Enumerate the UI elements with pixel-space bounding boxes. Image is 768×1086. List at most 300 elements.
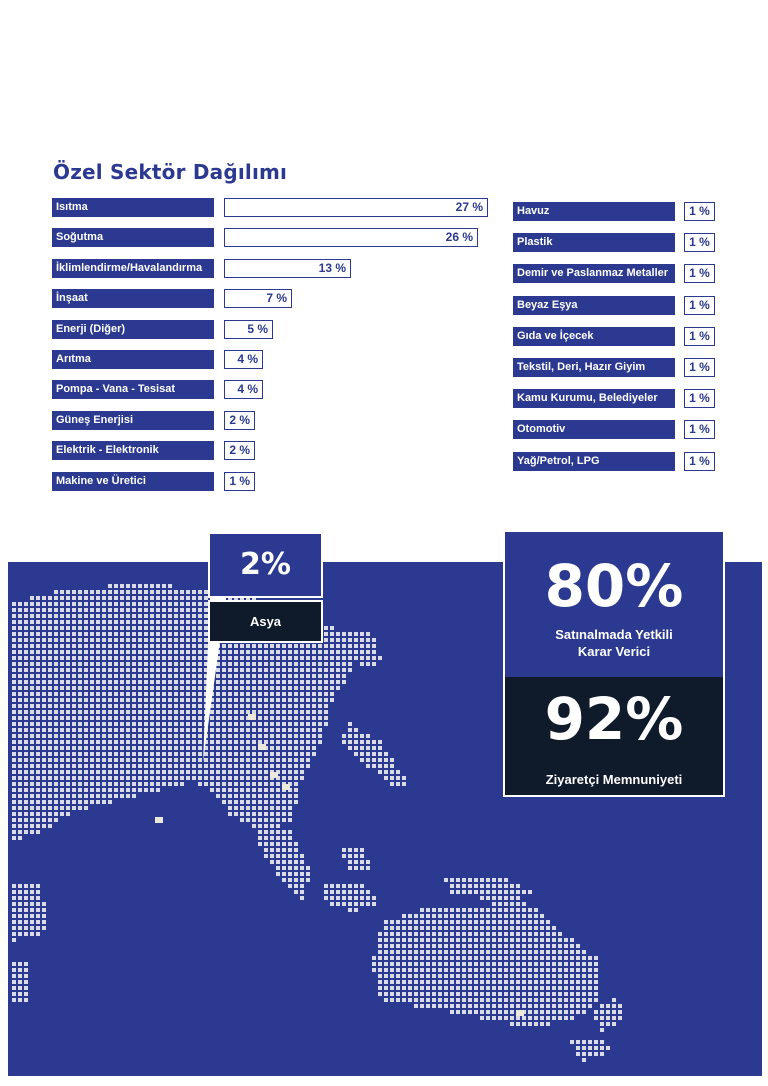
map-dot <box>384 944 388 948</box>
map-dot <box>192 626 196 630</box>
map-dot <box>324 722 328 726</box>
map-dot <box>108 692 112 696</box>
map-dot <box>144 620 148 624</box>
map-dot <box>252 794 256 798</box>
map-dot <box>396 980 400 984</box>
map-dot <box>198 614 202 618</box>
map-dot <box>486 998 490 1002</box>
map-dot <box>84 782 88 786</box>
map-dot <box>378 770 382 774</box>
map-dot <box>90 770 94 774</box>
map-dot <box>54 680 58 684</box>
map-dot <box>66 782 70 786</box>
map-dot <box>54 776 58 780</box>
map-dot <box>516 992 520 996</box>
map-dot <box>204 722 208 726</box>
map-dot <box>18 926 22 930</box>
map-dot <box>90 644 94 648</box>
map-dot <box>48 770 52 774</box>
map-dot <box>450 986 454 990</box>
map-dot <box>120 680 124 684</box>
map-dot <box>450 920 454 924</box>
sector-label: Soğutma <box>52 228 214 247</box>
map-dot <box>552 974 556 978</box>
map-dot <box>462 944 466 948</box>
map-dot <box>282 776 286 780</box>
map-dot <box>300 752 304 756</box>
map-dot <box>498 986 502 990</box>
map-dot <box>456 920 460 924</box>
map-dot <box>414 938 418 942</box>
map-dot <box>288 680 292 684</box>
map-dot <box>558 980 562 984</box>
map-dot <box>318 734 322 738</box>
map-dot <box>222 692 226 696</box>
map-dot <box>234 674 238 678</box>
map-dot <box>144 656 148 660</box>
map-dot <box>132 794 136 798</box>
map-dot <box>30 824 34 828</box>
map-dot <box>24 620 28 624</box>
map-dot <box>222 746 226 750</box>
map-dot <box>108 662 112 666</box>
map-dot <box>24 728 28 732</box>
map-dot <box>252 776 256 780</box>
map-dot <box>96 776 100 780</box>
map-dot <box>420 980 424 984</box>
map-dot <box>234 788 238 792</box>
map-dot <box>36 884 40 888</box>
map-dot <box>408 956 412 960</box>
map-dot <box>192 644 196 648</box>
map-dot <box>546 962 550 966</box>
map-dot <box>126 758 130 762</box>
map-dot <box>240 668 244 672</box>
map-dot <box>96 728 100 732</box>
map-dot <box>120 602 124 606</box>
map-dot <box>30 638 34 642</box>
map-dot <box>54 614 58 618</box>
map-dot <box>324 884 328 888</box>
map-dot <box>162 602 166 606</box>
map-dot <box>432 944 436 948</box>
map-dot <box>48 650 52 654</box>
map-dot <box>354 746 358 750</box>
map-dot <box>60 698 64 702</box>
map-dot <box>204 746 208 750</box>
map-dot <box>174 632 178 636</box>
map-dot <box>264 776 268 780</box>
map-dot <box>354 860 358 864</box>
map-dot <box>90 656 94 660</box>
map-dot <box>192 692 196 696</box>
map-dot <box>504 974 508 978</box>
map-dot <box>66 740 70 744</box>
map-dot <box>546 1004 550 1008</box>
map-dot <box>450 884 454 888</box>
map-dot <box>162 638 166 642</box>
map-dot <box>372 902 376 906</box>
map-dot <box>24 680 28 684</box>
map-dot <box>30 896 34 900</box>
map-dot <box>162 662 166 666</box>
map-dot <box>312 734 316 738</box>
map-dot <box>12 920 16 924</box>
region-name: Asya <box>208 600 323 643</box>
map-dot <box>282 836 286 840</box>
map-dot <box>252 740 256 744</box>
map-dot <box>570 974 574 978</box>
map-dot <box>96 608 100 612</box>
map-dot <box>552 1004 556 1008</box>
map-dot <box>210 746 214 750</box>
map-dot <box>498 1004 502 1008</box>
map-dot <box>486 1010 490 1014</box>
map-dot <box>24 638 28 642</box>
map-dot <box>168 662 172 666</box>
map-dot <box>456 986 460 990</box>
map-dot <box>378 938 382 942</box>
map-dot <box>270 860 274 864</box>
map-dot <box>48 638 52 642</box>
map-dot <box>396 968 400 972</box>
map-dot <box>108 668 112 672</box>
map-dot <box>366 644 370 648</box>
map-dot <box>258 722 262 726</box>
sector-label: Enerji (Diğer) <box>52 320 214 339</box>
map-dot <box>228 644 232 648</box>
map-dot <box>498 968 502 972</box>
map-dot <box>306 698 310 702</box>
map-dot <box>42 602 46 606</box>
map-dot <box>156 650 160 654</box>
map-dot <box>186 770 190 774</box>
map-dot <box>288 818 292 822</box>
map-dot <box>72 776 76 780</box>
map-dot <box>318 656 322 660</box>
map-dot <box>156 680 160 684</box>
map-dot <box>78 632 82 636</box>
map-dot <box>18 698 22 702</box>
sector-label: Makine ve Üretici <box>52 472 214 491</box>
map-dot <box>330 668 334 672</box>
map-dot <box>492 1004 496 1008</box>
map-dot <box>420 914 424 918</box>
map-dot <box>504 1010 508 1014</box>
map-dot <box>60 722 64 726</box>
map-dot <box>24 734 28 738</box>
map-dot <box>72 716 76 720</box>
map-dot <box>222 728 226 732</box>
map-dot <box>36 824 40 828</box>
map-dot <box>282 704 286 708</box>
map-dot <box>192 638 196 642</box>
map-dot <box>132 710 136 714</box>
map-dot <box>258 716 262 720</box>
map-dot <box>252 692 256 696</box>
map-dot <box>42 812 46 816</box>
map-dot <box>306 758 310 762</box>
map-dot <box>276 812 280 816</box>
map-dot <box>360 896 364 900</box>
map-dot <box>504 956 508 960</box>
map-dot <box>420 986 424 990</box>
map-dot <box>12 656 16 660</box>
map-dot <box>558 956 562 960</box>
map-dot <box>42 776 46 780</box>
map-dot <box>288 866 292 870</box>
map-dot <box>60 620 64 624</box>
map-dot <box>510 992 514 996</box>
map-dot <box>60 794 64 798</box>
map-dot <box>180 752 184 756</box>
map-dot <box>36 722 40 726</box>
map-dot <box>126 722 130 726</box>
map-dot <box>234 764 238 768</box>
map-dot <box>564 1004 568 1008</box>
map-dot <box>534 974 538 978</box>
map-dot <box>24 818 28 822</box>
map-dot <box>36 668 40 672</box>
map-dot <box>276 650 280 654</box>
map-dot <box>18 710 22 714</box>
map-dot <box>12 962 16 966</box>
map-dot <box>72 626 76 630</box>
map-dot <box>42 746 46 750</box>
map-dot <box>90 734 94 738</box>
map-dot <box>234 776 238 780</box>
map-dot <box>570 950 574 954</box>
map-dot <box>234 710 238 714</box>
map-dot <box>336 656 340 660</box>
map-dot <box>462 986 466 990</box>
map-dot <box>438 992 442 996</box>
map-dot <box>342 656 346 660</box>
sector-value: 7 % <box>266 291 287 305</box>
map-dot <box>84 680 88 684</box>
map-dot <box>216 752 220 756</box>
map-dot <box>456 926 460 930</box>
map-dot <box>258 824 262 828</box>
map-dot <box>522 998 526 1002</box>
map-dot <box>36 758 40 762</box>
map-dot <box>270 758 274 762</box>
map-dot <box>384 968 388 972</box>
map-dot <box>204 644 208 648</box>
map-dot <box>258 818 262 822</box>
map-dot <box>156 608 160 612</box>
map-dot <box>300 728 304 732</box>
map-dot <box>150 650 154 654</box>
map-dot <box>24 662 28 666</box>
map-dot <box>492 956 496 960</box>
map-dot <box>228 716 232 720</box>
map-dot <box>108 686 112 690</box>
map-dot <box>174 716 178 720</box>
map-dot <box>228 794 232 798</box>
map-dot <box>48 782 52 786</box>
map-dot <box>162 644 166 648</box>
map-dot <box>420 968 424 972</box>
map-dot <box>522 902 526 906</box>
map-dot <box>60 710 64 714</box>
map-dot <box>444 986 448 990</box>
map-dot <box>78 608 82 612</box>
map-dot <box>408 920 412 924</box>
map-dot <box>240 728 244 732</box>
map-dot <box>18 620 22 624</box>
map-dot <box>48 776 52 780</box>
map-dot <box>282 698 286 702</box>
map-dot <box>18 680 22 684</box>
map-dot <box>192 614 196 618</box>
map-dot <box>270 674 274 678</box>
map-dot <box>300 716 304 720</box>
map-dot <box>378 980 382 984</box>
map-dot <box>276 752 280 756</box>
map-dot <box>204 782 208 786</box>
map-dot <box>144 728 148 732</box>
map-dot <box>48 626 52 630</box>
map-dot <box>348 890 352 894</box>
map-dot <box>294 644 298 648</box>
map-dot <box>444 956 448 960</box>
map-dot <box>108 752 112 756</box>
map-dot <box>282 734 286 738</box>
map-dot <box>228 740 232 744</box>
map-dot <box>306 704 310 708</box>
map-dot <box>174 590 178 594</box>
map-dot <box>18 686 22 690</box>
map-dot <box>18 626 22 630</box>
map-dot <box>486 950 490 954</box>
map-dot <box>558 968 562 972</box>
map-dot <box>480 890 484 894</box>
map-dot <box>234 782 238 786</box>
map-dot <box>282 716 286 720</box>
map-dot <box>90 800 94 804</box>
map-dot <box>24 824 28 828</box>
map-dot <box>552 998 556 1002</box>
map-dot <box>114 740 118 744</box>
map-dot <box>342 884 346 888</box>
map-dot <box>582 1046 586 1050</box>
map-dot <box>312 644 316 648</box>
map-dot <box>210 650 214 654</box>
map-dot <box>498 902 502 906</box>
map-dot <box>216 794 220 798</box>
map-dot <box>258 752 262 756</box>
sector-label: Güneş Enerjisi <box>52 411 214 430</box>
map-dot <box>102 794 106 798</box>
map-dot <box>30 818 34 822</box>
map-dot <box>234 662 238 666</box>
map-dot <box>150 638 154 642</box>
map-dot <box>72 728 76 732</box>
map-dot <box>252 818 256 822</box>
map-dot <box>504 914 508 918</box>
map-dot <box>312 728 316 732</box>
map-dot <box>30 758 34 762</box>
map-dot <box>30 812 34 816</box>
map-dot <box>66 632 70 636</box>
map-dot <box>210 698 214 702</box>
map-dot <box>150 698 154 702</box>
map-dot <box>366 890 370 894</box>
map-dot <box>162 782 166 786</box>
map-dot <box>276 872 280 876</box>
map-dot <box>360 884 364 888</box>
map-dot <box>12 770 16 774</box>
map-dot <box>60 608 64 612</box>
map-dot <box>234 812 238 816</box>
map-dot <box>360 632 364 636</box>
map-dot <box>126 716 130 720</box>
map-dot <box>294 872 298 876</box>
map-dot <box>432 938 436 942</box>
map-dot <box>24 932 28 936</box>
map-dot <box>264 830 268 834</box>
map-dot <box>462 950 466 954</box>
map-dot <box>282 842 286 846</box>
map-dot <box>78 758 82 762</box>
map-dot <box>168 692 172 696</box>
map-dot <box>534 962 538 966</box>
map-dot <box>282 746 286 750</box>
map-dot <box>288 716 292 720</box>
map-dot <box>528 962 532 966</box>
map-dot <box>120 740 124 744</box>
map-dot <box>372 650 376 654</box>
map-dot <box>438 980 442 984</box>
map-dot <box>240 758 244 762</box>
map-dot <box>216 650 220 654</box>
map-dot <box>120 674 124 678</box>
map-dot <box>306 668 310 672</box>
map-dot <box>138 668 142 672</box>
map-dot <box>606 1010 610 1014</box>
map-dot <box>12 794 16 798</box>
map-dot <box>30 902 34 906</box>
map-dot <box>456 956 460 960</box>
map-dot <box>30 716 34 720</box>
map-dot <box>42 704 46 708</box>
map-dot <box>564 992 568 996</box>
map-dot <box>612 1022 616 1026</box>
map-dot <box>96 644 100 648</box>
map-dot <box>156 710 160 714</box>
map-dot <box>24 764 28 768</box>
map-dot <box>180 692 184 696</box>
map-dot <box>90 764 94 768</box>
map-dot <box>84 668 88 672</box>
map-dot <box>162 728 166 732</box>
map-dot <box>294 680 298 684</box>
map-dot <box>24 704 28 708</box>
map-dot <box>294 770 298 774</box>
map-dot <box>102 662 106 666</box>
map-dot <box>288 752 292 756</box>
map-dot <box>96 626 100 630</box>
sector-label: Elektrik - Elektronik <box>52 441 214 460</box>
map-dot <box>96 704 100 708</box>
map-dot <box>144 686 148 690</box>
map-dot <box>18 992 22 996</box>
map-dot <box>546 926 550 930</box>
map-dot <box>12 752 16 756</box>
map-dot <box>522 1022 526 1026</box>
map-dot <box>450 908 454 912</box>
